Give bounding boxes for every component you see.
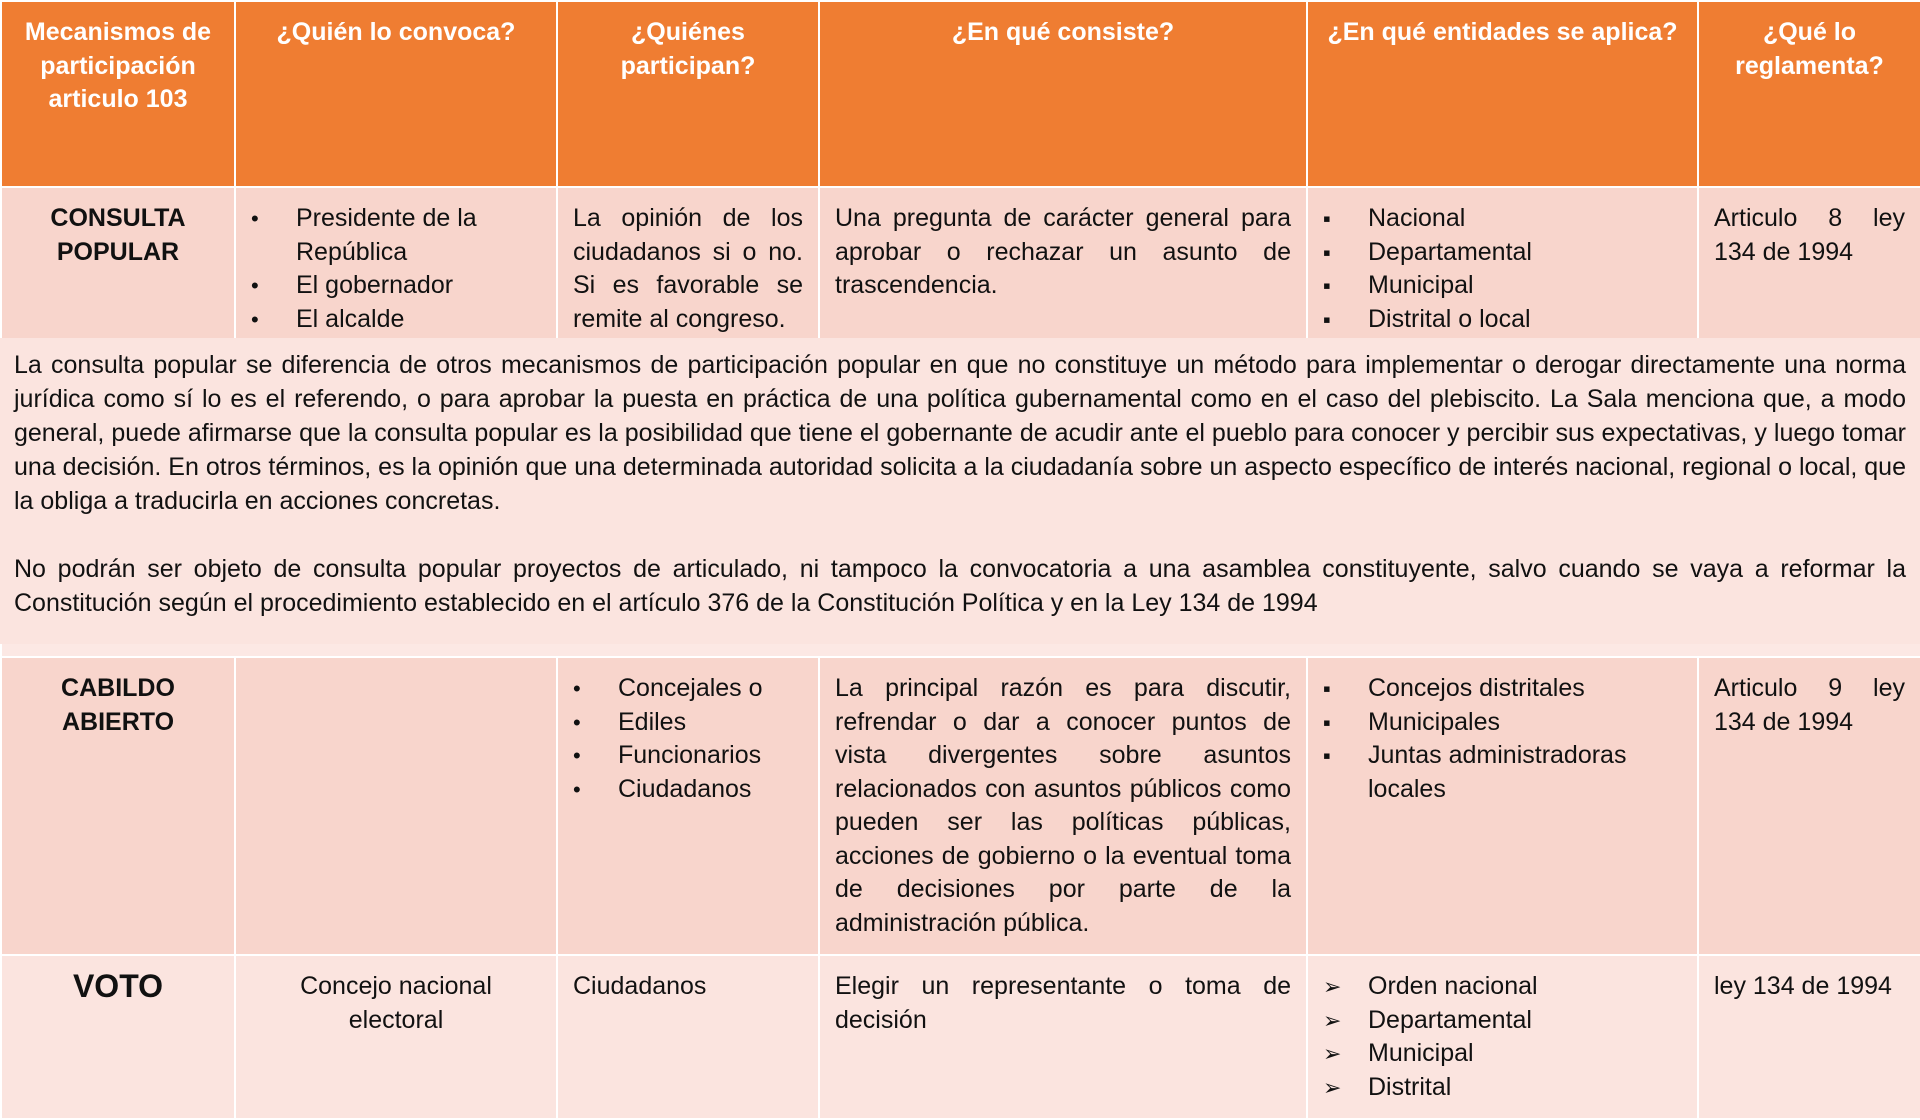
bullet-dot-icon: • [251, 273, 259, 298]
voto-entidades [1307, 955, 1698, 1119]
list-item: ➢ Distrital [1323, 1071, 1682, 1105]
consulta-consiste: Una pregunta de carácter general para aprobar o rechazar un asunto de trascendencia. [819, 187, 1307, 351]
row-consulta-popular [1, 187, 1920, 351]
bullet-square-icon: ▪ [1323, 306, 1331, 332]
header-mechanisms: Mecanismos de participación articulo 103 [1, 1, 235, 187]
consulta-description [0, 338, 1920, 644]
bullet-dot-icon: • [251, 306, 259, 332]
voto-entidades-list [1323, 970, 1682, 1104]
list-item: ▪ Juntas administradoras locales [1323, 741, 1627, 803]
list-item: ▪ Distrital o local [1323, 303, 1682, 337]
bullet-dot-icon: • [573, 709, 581, 735]
bullet-square-icon: ▪ [1323, 239, 1331, 265]
list-item: • Ediles [573, 706, 803, 740]
header-row [1, 1, 1920, 187]
bullet-arrow-icon: ➢ [1323, 1007, 1342, 1033]
cabildo-consiste: La principal razón es para discutir, refrendar o dar a conocer puntos de vista divergentes sobre asuntos relacionados con asuntos públicos como pueden ser las políticas públicas, acciones de gobierno o la eventual toma de decisiones por parte de la administración pública. [819, 657, 1307, 955]
bullet-arrow-icon: ➢ [1323, 1074, 1342, 1100]
paragraph-2: No podrán ser objeto de consulta popular proyectos de articulado, ni tampoco la convocatoria a una asamblea constituyente, salvo cuando se vaya a reformar la Constitución según el procedimiento establecido en el artículo 376 de la Constitución Política y en la Ley 134 de 1994 [14, 555, 1906, 617]
header-regulation: ¿Qué lo reglamenta? [1698, 1, 1920, 187]
voto-reglamenta: ley 134 de 1994 [1698, 955, 1920, 1119]
cabildo-entidades-list [1323, 672, 1682, 806]
bullet-arrow-icon: ➢ [1323, 974, 1342, 999]
list-item: ▪ Concejos distritales [1323, 672, 1682, 706]
consulta-name-line1: CONSULTA [50, 204, 186, 232]
bullet-square-icon: ▪ [1323, 709, 1331, 735]
list-item: • Presidente de la República [251, 204, 477, 266]
header-who-convenes: ¿Quién lo convoca? [235, 1, 557, 187]
cabildo-participan-list [573, 672, 803, 806]
list-item: • Concejales o [573, 672, 803, 706]
consulta-entidades-list [1323, 202, 1682, 336]
consulta-entidades [1307, 187, 1698, 351]
voto-consiste: Elegir un representante o toma de decisión [819, 955, 1307, 1119]
paragraph-1: La consulta popular se diferencia de otros mecanismos de participación popular en que no constituye un método para implementar o derogar directamente una norma jurídica como sí lo es el referendo, o para aprobar la puesta en práctica de una política gubernamental como en el caso del plebiscito. La Sala menciona que, a modo general, puede afirmarse que la consulta popular es la posibilidad que tiene el gobernante de acudir ante el pueblo para conocer y percibir sus expectativas, y luego tomar una decisión. En otros términos, es la opinión que una determinada autoridad solicita a la ciudadanía sobre un aspecto específico de interés nacional, regional o local, que la obliga a traducirla en acciones concretas. [14, 351, 1906, 515]
bullet-dot-icon: • [573, 776, 581, 802]
list-item: ▪ Municipales [1323, 706, 1682, 740]
header-who-participates: ¿Quiénes participan? [557, 1, 819, 187]
header-what-is-it: ¿En qué consiste? [819, 1, 1307, 187]
consulta-reglamenta: Articulo 8 ley 134 de 1994 [1698, 187, 1920, 351]
voto-participan: Ciudadanos [557, 955, 819, 1119]
consulta-name [1, 187, 235, 351]
list-item: ▪ Municipal [1323, 269, 1682, 303]
consulta-convoca-list [251, 202, 541, 336]
list-item: ▪ Departamental [1323, 236, 1682, 270]
cabildo-entidades [1307, 657, 1698, 955]
list-item: • Ciudadanos [573, 773, 803, 807]
list-item: ▪ Nacional [1323, 202, 1682, 236]
bullet-square-icon: ▪ [1323, 206, 1331, 231]
bullet-dot-icon: • [573, 676, 581, 701]
cabildo-convoca [235, 657, 557, 955]
list-item: ➢ Departamental [1323, 1004, 1682, 1038]
bullet-square-icon: ▪ [1323, 743, 1331, 768]
bullet-square-icon: ▪ [1323, 676, 1331, 701]
cabildo-participan [557, 657, 819, 955]
voto-convoca: Concejo nacional electoral [235, 955, 557, 1119]
bullet-square-icon: ▪ [1323, 273, 1331, 298]
consulta-participan: La opinión de los ciudadanos si o no. Si es favorable se remite al congreso. [557, 187, 819, 351]
header-entities: ¿En qué entidades se aplica? [1307, 1, 1698, 187]
bullet-arrow-icon: ➢ [1323, 1041, 1342, 1066]
list-item: ➢ Orden nacional [1323, 970, 1682, 1004]
list-item: • Funcionarios [573, 739, 803, 773]
bullet-dot-icon: • [251, 206, 259, 231]
list-item: ➢ Municipal [1323, 1037, 1682, 1071]
list-item: • El gobernador [251, 269, 541, 303]
cabildo-name-line2: ABIERTO [61, 707, 175, 736]
row-cabildo-abierto [1, 657, 1920, 955]
row-voto [1, 955, 1920, 1119]
consulta-name-line2: POPULAR [56, 237, 180, 266]
list-item: • El alcalde [251, 303, 541, 337]
cabildo-name [1, 657, 235, 955]
bullet-dot-icon: • [573, 743, 581, 768]
consulta-convoca [235, 187, 557, 351]
cabildo-reglamenta: Articulo 9 ley 134 de 1994 [1698, 657, 1920, 955]
voto-name: VOTO [1, 955, 235, 1119]
cabildo-name-line1: CABILDO [61, 674, 175, 702]
